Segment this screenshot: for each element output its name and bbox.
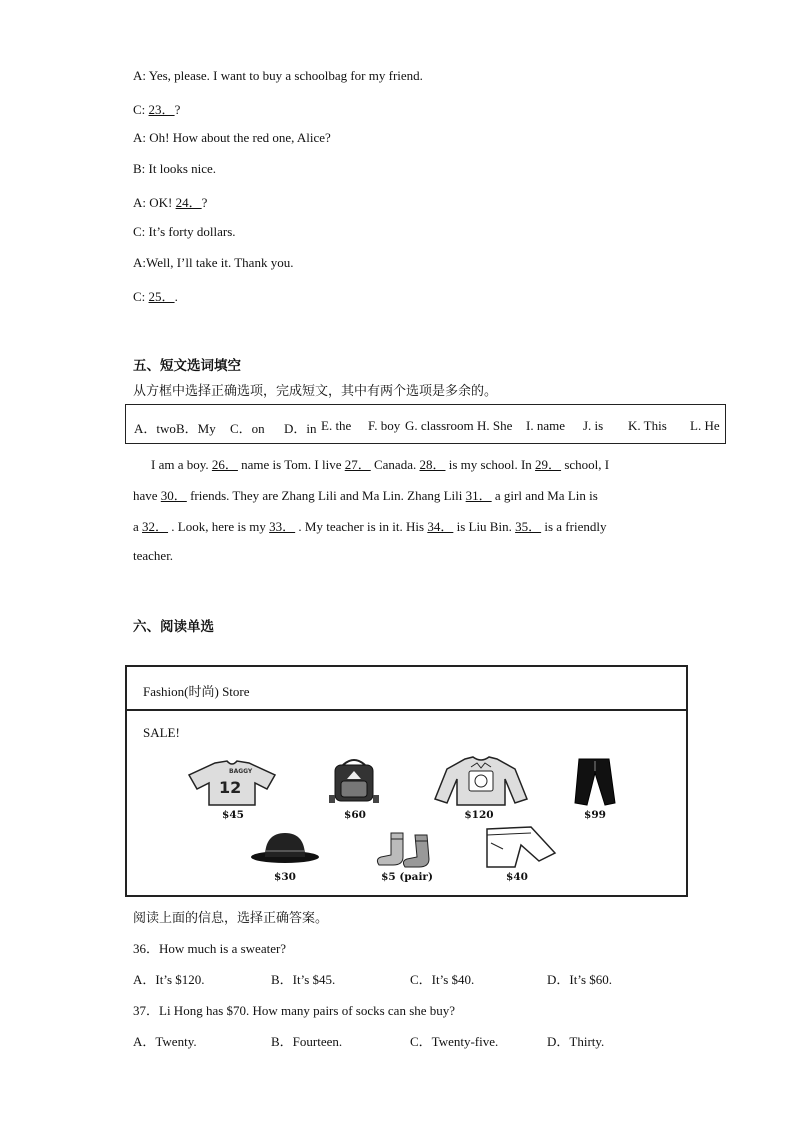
store-ad <box>125 665 688 897</box>
schoolbag-icon <box>325 757 383 807</box>
price-tshirt: $45 <box>222 809 244 821</box>
question-stem: 36．How much is a sweater? <box>133 941 287 956</box>
tshirt-icon <box>187 759 277 807</box>
word-option: H. She <box>477 418 513 433</box>
line-text: Yes, please. I want to buy a schoolbag for my friend. <box>146 68 423 83</box>
blank-30[interactable]: 30． <box>160 488 187 503</box>
dialogue-line: C: 25．. <box>133 289 178 304</box>
socks-icon <box>373 831 439 869</box>
blank-35[interactable]: 35． <box>515 519 542 534</box>
answer-option[interactable]: C．Twenty-five. <box>410 1034 499 1049</box>
speaker: A: <box>133 68 146 83</box>
section6-instruction: 阅读上面的信息，选择正确答案。 <box>133 911 329 926</box>
section5-instruction: 从方框中选择正确选项，完成短文，其中有两个选项是多余的。 <box>133 384 498 399</box>
word-option: D．in <box>284 421 317 436</box>
dialogue-line: A: OK! 24．? <box>133 195 208 210</box>
price-pants: $99 <box>584 809 606 821</box>
dialogue-line: B: It looks nice. <box>133 161 217 176</box>
blank-23[interactable]: 23． <box>148 102 175 117</box>
answer-option[interactable]: D．It’s $60. <box>547 972 613 987</box>
blank-34[interactable]: 34． <box>427 519 454 534</box>
price-hat: $30 <box>274 871 296 883</box>
shirt-text: BAGGY <box>229 768 253 775</box>
price-sweater: $120 <box>464 809 494 821</box>
speaker: B: <box>133 161 146 176</box>
speaker: A: <box>133 195 146 210</box>
answer-option[interactable]: B．It’s $45. <box>271 972 336 987</box>
speaker: C: <box>133 224 146 239</box>
blank-25[interactable]: 25． <box>148 289 175 304</box>
sale-label: SALE! <box>143 725 180 740</box>
shorts-icon <box>481 825 557 871</box>
word-option: K. This <box>628 418 667 433</box>
dialogue-line: C: 23．? <box>133 102 181 117</box>
speaker: C: <box>133 289 146 304</box>
question-stem: 37．Li Hong has $70. How many pairs of socks can she buy? <box>133 1003 456 1018</box>
price-schoolbag: $60 <box>344 809 366 821</box>
store-name: Fashion(时尚) Store <box>143 684 250 699</box>
word-option: A．two <box>134 421 176 436</box>
word-option: L. He <box>690 418 720 433</box>
speaker: A: <box>133 255 146 270</box>
store-header <box>127 667 686 711</box>
answer-option[interactable]: A．It’s $120. <box>133 972 205 987</box>
pants-icon <box>571 757 617 807</box>
section5-title: 五、短文选词填空 <box>133 358 241 374</box>
passage-line: a 32． . Look, here is my 33． . My teacher is in it. His 34． is Liu Bin. 35． is a friendly <box>133 519 607 534</box>
word-option: F. boy <box>368 418 401 433</box>
answer-option[interactable]: C．It’s $40. <box>410 972 475 987</box>
blank-32[interactable]: 32． <box>142 519 169 534</box>
word-option: I. name <box>526 418 565 433</box>
sweater-icon <box>433 755 529 807</box>
answer-option[interactable]: D．Thirty. <box>547 1034 605 1049</box>
blank-31[interactable]: 31． <box>465 488 492 503</box>
word-option: B．My <box>176 421 216 436</box>
passage-line: teacher. <box>133 548 174 563</box>
hat-icon <box>249 831 321 865</box>
dialogue-line: A:Well, I’ll take it. Thank you. <box>133 255 294 270</box>
answer-option[interactable]: B．Fourteen. <box>271 1034 343 1049</box>
word-option: C．on <box>230 421 265 436</box>
dialogue-line: C: It’s forty dollars. <box>133 224 236 239</box>
dialogue-line: A: Oh! How about the red one, Alice? <box>133 130 331 145</box>
speaker: A: <box>133 130 146 145</box>
shirt-number: 12 <box>219 778 242 797</box>
price-shorts: $40 <box>506 871 528 883</box>
answer-option[interactable]: A．Twenty. <box>133 1034 197 1049</box>
passage-line: have 30． friends. They are Zhang Lili and Ma Lin. Zhang Lili 31． a girl and Ma Lin is <box>133 488 598 503</box>
blank-27[interactable]: 27． <box>344 457 371 472</box>
blank-33[interactable]: 33． <box>269 519 296 534</box>
word-box <box>125 404 726 444</box>
blank-29[interactable]: 29． <box>535 457 562 472</box>
word-option: J. is <box>583 418 604 433</box>
word-option: E. the <box>321 418 352 433</box>
section6-title: 六、阅读单选 <box>133 619 214 635</box>
word-option: G. classroom <box>405 418 474 433</box>
dialogue-line <box>133 68 423 84</box>
price-socks: $5 (pair) <box>381 871 433 883</box>
blank-28[interactable]: 28． <box>419 457 446 472</box>
blank-26[interactable]: 26． <box>211 457 238 472</box>
passage-line: I am a boy. 26． name is Tom. I live 27． Canada. 28． is my school. In 29． school, I <box>151 457 610 472</box>
speaker: C: <box>133 102 146 117</box>
blank-24[interactable]: 24． <box>175 195 202 210</box>
